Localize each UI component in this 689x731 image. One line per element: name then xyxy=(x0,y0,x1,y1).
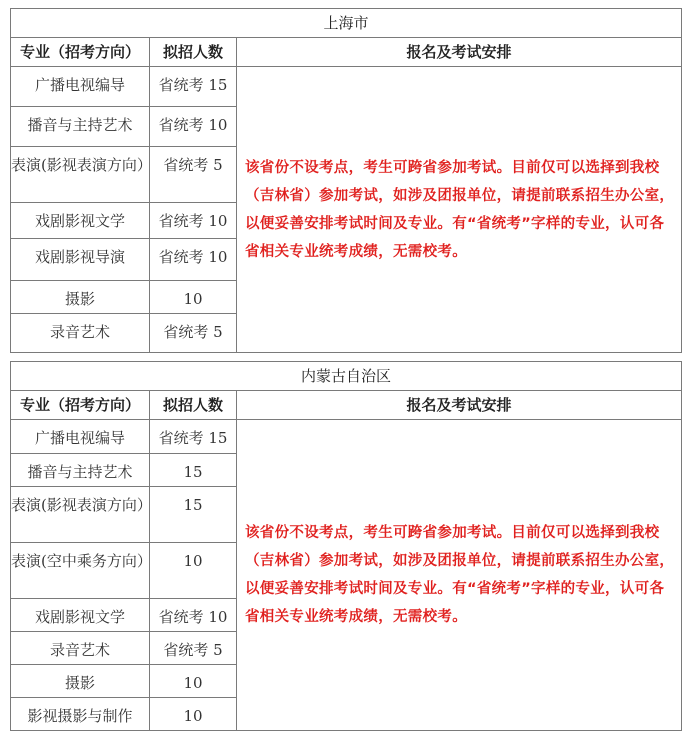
header-quota: 拟招人数 xyxy=(150,38,237,67)
quota-cell: 省统考 5 xyxy=(150,147,237,203)
region-title-row xyxy=(11,9,682,38)
table-row xyxy=(11,67,682,107)
quota-cell: 省统考 5 xyxy=(150,314,237,353)
exam-arrangement-note: 该省份不设考点，考生可跨省参加考试。目前仅可以选择到我校（吉林省）参加考试，如涉及团报单位，请提前联系招生办公室，以便妥善安排考试时间及专业。有“省统考”字样的专业，认可各省相关专业统考成绩，无需校考。 xyxy=(237,420,682,731)
major-cell: 戏剧影视文学 xyxy=(11,203,150,239)
header-quota: 拟招人数 xyxy=(150,391,237,420)
major-cell: 广播电视编导 xyxy=(11,67,150,107)
shanghai-admissions-table xyxy=(10,8,682,353)
major-cell: 摄影 xyxy=(11,281,150,314)
header-arrangement: 报名及考试安排 xyxy=(237,391,682,420)
header-major: 专业（招考方向） xyxy=(11,391,150,420)
quota-cell: 省统考 10 xyxy=(150,203,237,239)
inner-mongolia-admissions-table xyxy=(10,361,682,731)
quota-cell: 省统考 5 xyxy=(150,632,237,665)
quota-cell: 15 xyxy=(150,454,237,487)
quota-cell: 15 xyxy=(150,487,237,543)
table-body xyxy=(11,9,682,353)
quota-cell: 10 xyxy=(150,698,237,731)
major-cell: 播音与主持艺术 xyxy=(11,454,150,487)
header-row xyxy=(11,38,682,67)
table-row xyxy=(11,420,682,454)
major-cell: 播音与主持艺术 xyxy=(11,107,150,147)
major-cell: 摄影 xyxy=(11,665,150,698)
quota-cell: 10 xyxy=(150,665,237,698)
table-body xyxy=(11,362,682,731)
quota-cell: 10 xyxy=(150,543,237,599)
major-cell: 戏剧影视文学 xyxy=(11,599,150,632)
major-cell: 广播电视编导 xyxy=(11,420,150,454)
major-cell: 表演(影视表演方向） xyxy=(11,487,150,543)
quota-cell: 10 xyxy=(150,281,237,314)
quota-cell: 省统考 10 xyxy=(150,599,237,632)
region-title: 内蒙古自治区 xyxy=(11,362,682,391)
major-cell: 表演(影视表演方向） xyxy=(11,147,150,203)
header-major: 专业（招考方向） xyxy=(11,38,150,67)
major-cell: 表演(空中乘务方向） xyxy=(11,543,150,599)
quota-cell: 省统考 10 xyxy=(150,107,237,147)
region-title-row xyxy=(11,362,682,391)
header-arrangement: 报名及考试安排 xyxy=(237,38,682,67)
major-cell: 录音艺术 xyxy=(11,314,150,353)
major-cell: 影视摄影与制作 xyxy=(11,698,150,731)
quota-cell: 省统考 15 xyxy=(150,420,237,454)
region-title: 上海市 xyxy=(11,9,682,38)
quota-cell: 省统考 10 xyxy=(150,239,237,281)
exam-arrangement-note: 该省份不设考点，考生可跨省参加考试。目前仅可以选择到我校（吉林省）参加考试，如涉及团报单位，请提前联系招生办公室，以便妥善安排考试时间及专业。有“省统考”字样的专业，认可各省相关专业统考成绩，无需校考。 xyxy=(237,67,682,353)
major-cell: 录音艺术 xyxy=(11,632,150,665)
header-row xyxy=(11,391,682,420)
quota-cell: 省统考 15 xyxy=(150,67,237,107)
major-cell: 戏剧影视导演 xyxy=(11,239,150,281)
